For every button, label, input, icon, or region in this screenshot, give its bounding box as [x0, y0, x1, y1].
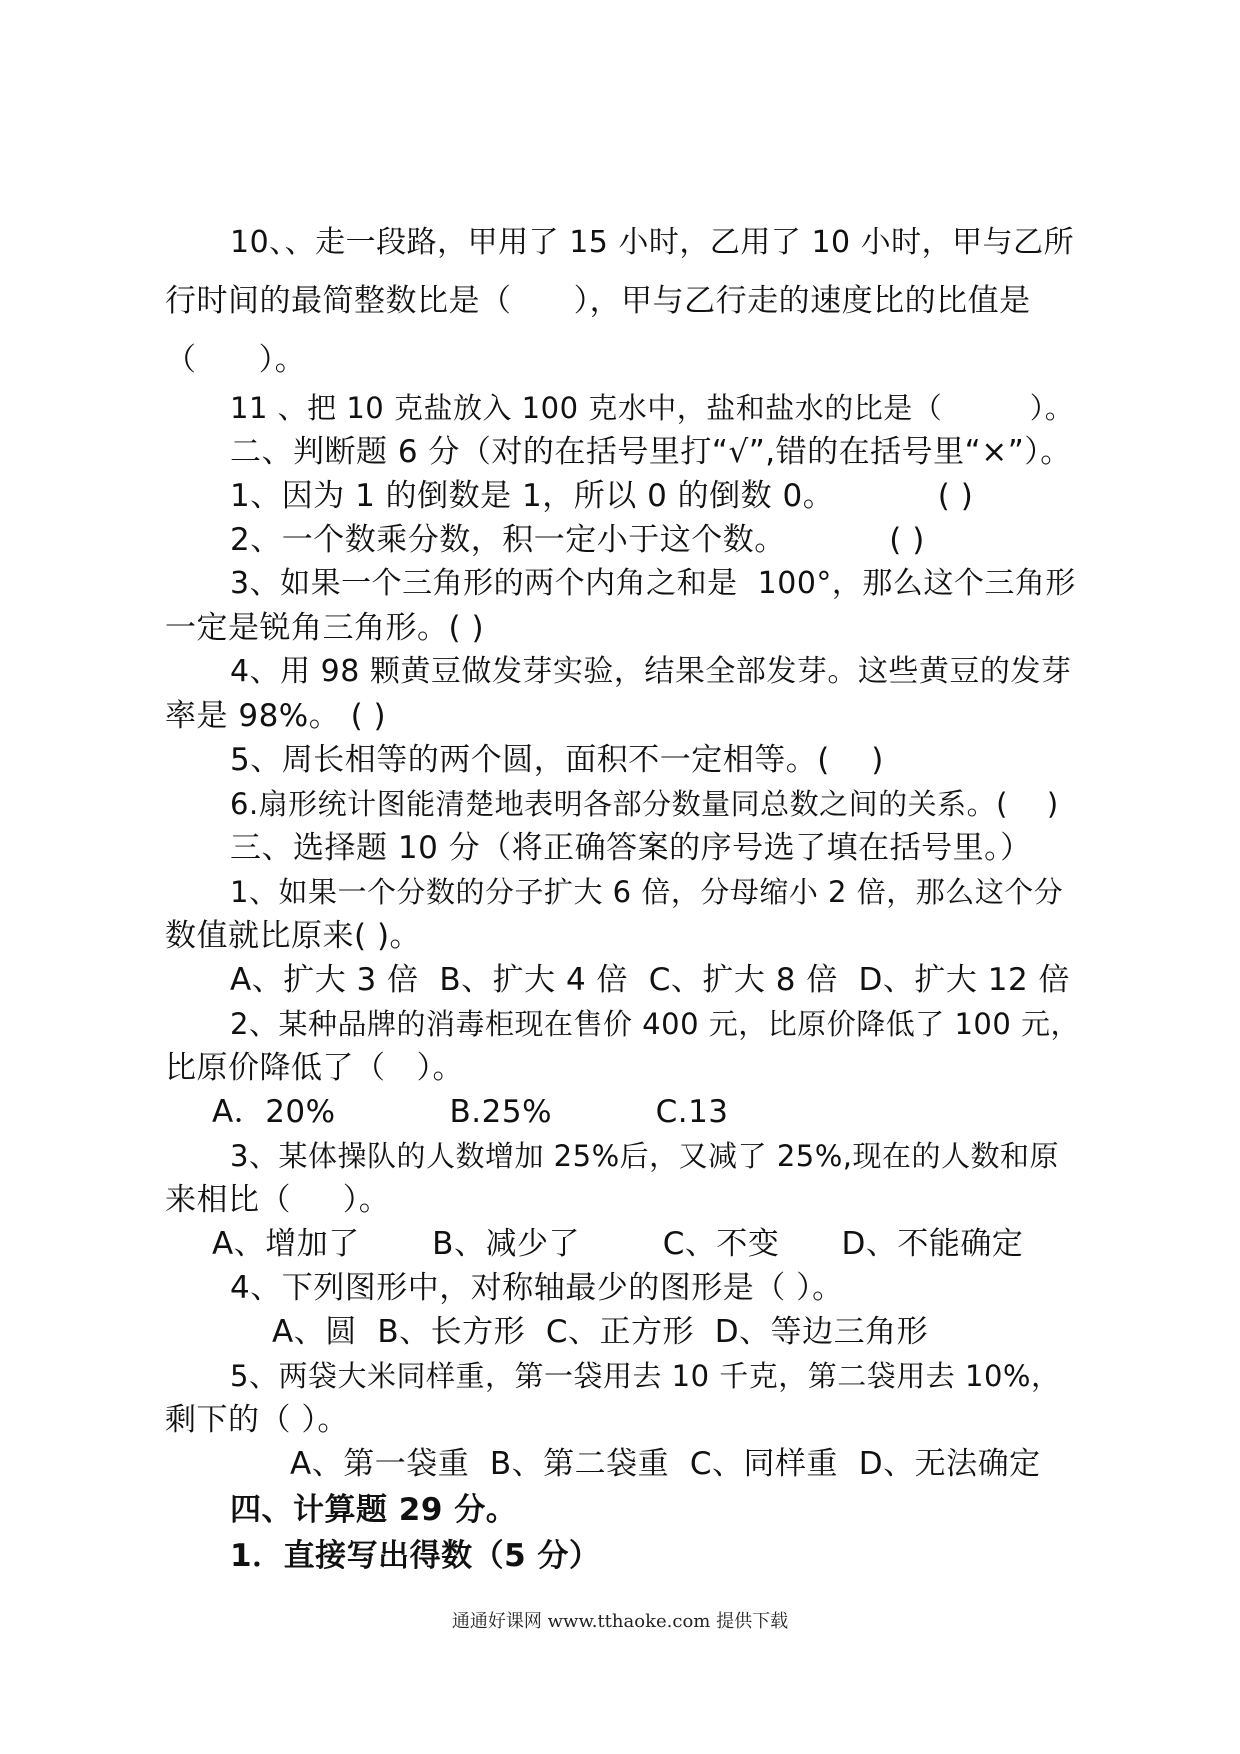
text-line: 一定是锐角三角形。( )	[165, 610, 485, 646]
text-line: 10、、走一段路，甲用了 15 小时，乙用了 10 小时，甲与乙所	[230, 225, 1075, 260]
section-heading: 三、选择题 10 分（将正确答案的序号选了填在括号里。）	[230, 830, 1032, 866]
text-line: 2、一个数乘分数，积一定小于这个数。 ( )	[230, 522, 925, 558]
text-line: A、圆 B、长方形 C、正方形 D、等边三角形	[272, 1314, 929, 1350]
text-line: 比原价降低了（ ）。	[165, 1050, 465, 1086]
text-line: A、扩大 3 倍 B、扩大 4 倍 C、扩大 8 倍 D、扩大 12 倍	[230, 962, 1071, 998]
text-line: 剩下的（ ）。	[165, 1402, 349, 1438]
text-line: 5、两袋大米同样重，第一袋用去 10 千克，第二袋用去 10%，	[230, 1359, 1061, 1393]
text-line: （ ）。	[165, 342, 307, 378]
section-heading: 四、计算题 29 分。	[230, 1492, 518, 1528]
text-line: 1、如果一个分数的分子扩大 6 倍，分母缩小 2 倍，那么这个分	[230, 875, 1064, 909]
text-line: A．20% B.25% C.13	[212, 1094, 729, 1130]
text-line: 1、因为 1 的倒数是 1，所以 0 的倒数 0。 ( )	[230, 478, 974, 514]
text-line: A、第一袋重 B、第二袋重 C、同样重 D、无法确定	[290, 1446, 1041, 1482]
text-line: 4、用 98 颗黄豆做发芽实验，结果全部发芽。这些黄豆的发芽	[230, 654, 1072, 689]
text-line: 5、周长相等的两个圆，面积不一定相等。( )	[230, 742, 884, 778]
text-line: 3、某体操队的人数增加 25%后，又减了 25%,现在的人数和原	[230, 1139, 1060, 1173]
text-line: 4、下列图形中，对称轴最少的图形是（ ）。	[230, 1270, 844, 1306]
text-line: 来相比（ ）。	[165, 1182, 391, 1218]
text-line: 数值就比原来( )。	[165, 918, 422, 954]
text-line: 行时间的最简整数比是（ ），甲与乙行走的速度比的比值是	[165, 283, 1031, 319]
text-line: 3、如果一个三角形的两个内角之和是 100°，那么这个三角形	[230, 566, 1076, 601]
text-line: 11 、把 10 克盐放入 100 克水中，盐和盐水的比是（ ）。	[230, 391, 1075, 425]
footer-watermark: 通通好课网 www.tthaoke.com 提供下载	[451, 1611, 789, 1632]
section-heading: 二、判断题 6 分（对的在括号里打“√”,错的在括号里“×”）。	[230, 434, 1072, 470]
text-line: A、增加了 B、减少了 C、不变 D、不能确定	[212, 1226, 1024, 1262]
text-line: 6.扇形统计图能清楚地表明各部分数量同总数之间的关系。( )	[230, 787, 1059, 821]
subsection-heading: 1．直接写出得数（5 分）	[230, 1538, 601, 1574]
text-line: 2、某种品牌的消毒柜现在售价 400 元，比原价降低了 100 元，	[230, 1007, 1081, 1041]
text-line: 率是 98%。 ( )	[165, 698, 387, 734]
